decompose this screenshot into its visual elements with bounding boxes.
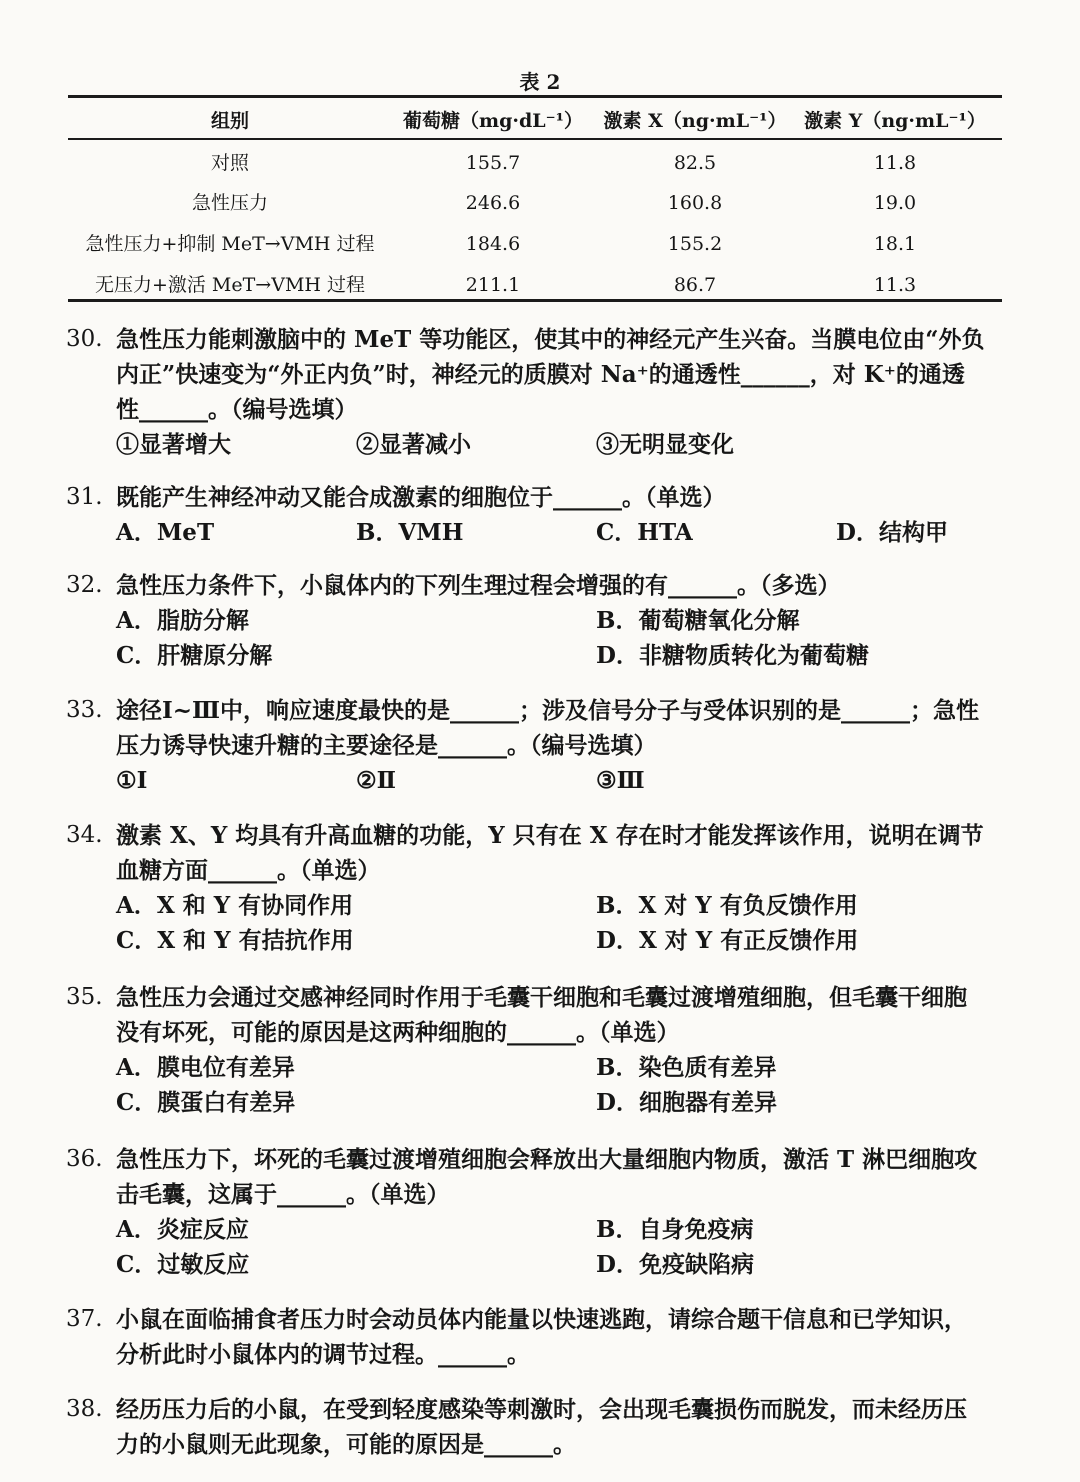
option: ②显著减小	[356, 431, 471, 458]
table-cell: 184.6	[465, 233, 521, 255]
question-text	[116, 1392, 1010, 1462]
table-cell: 18.1	[873, 233, 917, 255]
option: B．葡萄糖氧化分解	[596, 607, 800, 634]
table-cell: 160.8	[667, 192, 723, 214]
table-header-cell: 葡萄糖（mg·dL⁻¹）	[403, 110, 583, 132]
option: ③无明显变化	[596, 431, 734, 458]
table-cell: 11.3	[873, 274, 917, 296]
table-row	[68, 188, 1002, 218]
table-cell: 11.8	[873, 152, 917, 174]
question-number: 34.	[66, 822, 103, 848]
option: B．染色质有差异	[596, 1054, 777, 1081]
question-number: 37.	[66, 1306, 103, 1332]
question-line: 压力诱导快速升糖的主要途径是______。（编号选填）	[116, 732, 657, 759]
question-number: 35.	[66, 984, 103, 1010]
question-32	[66, 568, 1010, 673]
table-row	[68, 270, 1002, 300]
question-line: 力的小鼠则无此现象，可能的原因是______。	[116, 1431, 576, 1458]
option: A．MeT	[116, 519, 215, 546]
table-cell: 246.6	[465, 192, 521, 214]
table-row	[68, 229, 1002, 259]
question-31	[66, 480, 1010, 550]
table-cell: 155.7	[465, 152, 521, 174]
option-row	[116, 515, 1010, 550]
question-33	[66, 693, 1010, 798]
option: B．X 对 Y 有负反馈作用	[596, 892, 858, 919]
option: ①Ⅰ	[116, 767, 148, 794]
question-text	[116, 480, 1010, 515]
option: A．膜电位有差异	[116, 1054, 295, 1081]
option: C．X 和 Y 有拮抗作用	[116, 927, 354, 954]
question-line: 经历压力后的小鼠，在受到轻度感染等刺激时，会出现毛囊损伤而脱发，而未经历压	[116, 1396, 967, 1423]
question-line: 性______。（编号选填）	[116, 396, 358, 423]
question-34	[66, 818, 1010, 958]
option: A．炎症反应	[116, 1216, 249, 1243]
question-text	[116, 693, 1010, 763]
option-row	[116, 1050, 1010, 1085]
question-line: 急性压力下，坏死的毛囊过渡增殖细胞会释放出大量细胞内物质，激活 T 淋巴细胞攻	[116, 1146, 978, 1173]
option-row	[116, 1085, 1010, 1120]
question-38	[66, 1392, 1010, 1462]
question-line: 小鼠在面临捕食者压力时会动员体内能量以快速逃跑，请综合题干信息和已学知识，	[116, 1306, 967, 1333]
table-cell: 对照	[210, 152, 250, 174]
question-line: 分析此时小鼠体内的调节过程。______。	[116, 1341, 530, 1368]
option: D．非糖物质转化为葡萄糖	[596, 642, 869, 669]
question-line: 既能产生神经冲动又能合成激素的细胞位于______。（单选）	[116, 484, 726, 511]
option-row	[116, 603, 1010, 638]
table-header-cell: 激素 X（ng·mL⁻¹）	[603, 110, 787, 132]
question-number: 36.	[66, 1146, 103, 1172]
table-cell: 急性压力+抑制 MeT→VMH 过程	[85, 233, 375, 255]
question-line: 血糖方面______。（单选）	[116, 857, 381, 884]
option: D．结构甲	[836, 519, 948, 546]
option: B．自身免疫病	[596, 1216, 754, 1243]
option: ②Ⅱ	[356, 767, 397, 794]
table-cell: 155.2	[667, 233, 723, 255]
option: A．脂肪分解	[116, 607, 249, 634]
table-cell: 急性压力	[191, 192, 269, 214]
table-header-row	[68, 106, 1002, 136]
table-row	[68, 148, 1002, 178]
option: D．免疫缺陷病	[596, 1251, 754, 1278]
question-line: 没有坏死，可能的原因是这两种细胞的______。（单选）	[116, 1019, 680, 1046]
question-35	[66, 980, 1010, 1120]
option: A．X 和 Y 有协同作用	[116, 892, 354, 919]
table-top-rule	[68, 95, 1002, 98]
option: C．HTA	[596, 519, 693, 546]
question-number: 33.	[66, 697, 103, 723]
question-number: 30.	[66, 326, 103, 352]
question-line: 急性压力条件下，小鼠体内的下列生理过程会增强的有______。（多选）	[116, 572, 841, 599]
option-row	[116, 638, 1010, 673]
option-row	[116, 1247, 1010, 1282]
option-row	[116, 427, 1010, 462]
table-cell: 86.7	[673, 274, 717, 296]
table-caption: 表 2	[519, 70, 561, 94]
question-text	[116, 818, 1010, 888]
table-cell: 82.5	[673, 152, 717, 174]
option-row	[116, 1212, 1010, 1247]
option-row	[116, 763, 1010, 798]
question-36	[66, 1142, 1010, 1282]
option: B．VMH	[356, 519, 464, 546]
question-line: 击毛囊，这属于______。（单选）	[116, 1181, 450, 1208]
question-line: 急性压力能刺激脑中的 MeT 等功能区，使其中的神经元产生兴奋。当膜电位由“外负	[116, 326, 985, 353]
option: ③Ⅲ	[596, 767, 645, 794]
table-header-rule	[68, 138, 1002, 140]
question-30	[66, 322, 1010, 462]
table-cell: 211.1	[465, 274, 521, 296]
question-37	[66, 1302, 1010, 1372]
table-header-cell: 组别	[210, 110, 250, 132]
table-cell: 无压力+激活 MeT→VMH 过程	[94, 274, 366, 296]
table-header-cell: 激素 Y（ng·mL⁻¹）	[804, 110, 986, 132]
question-number: 31.	[66, 484, 103, 510]
question-text	[116, 980, 1010, 1050]
option-row	[116, 923, 1010, 958]
option: C．肝糖原分解	[116, 642, 273, 669]
option: C．膜蛋白有差异	[116, 1089, 296, 1116]
question-line: 急性压力会通过交感神经同时作用于毛囊干细胞和毛囊过渡增殖细胞，但毛囊干细胞	[116, 984, 967, 1011]
question-number: 32.	[66, 572, 103, 598]
question-line: 途径Ⅰ~Ⅲ中，响应速度最快的是______；涉及信号分子与受体识别的是______；急性	[116, 697, 980, 724]
option: C．过敏反应	[116, 1251, 250, 1278]
question-text	[116, 1142, 1010, 1212]
question-text	[116, 1302, 1010, 1372]
table-cell: 19.0	[873, 192, 917, 214]
question-number: 38.	[66, 1396, 103, 1422]
question-text	[116, 568, 1010, 603]
option-row	[116, 888, 1010, 923]
option: ①显著增大	[116, 431, 231, 458]
question-line: 激素 X、Y 均具有升高血糖的功能，Y 只有在 X 存在时才能发挥该作用，说明在调节	[116, 822, 984, 849]
question-line: 内正”快速变为“外正内负”时，神经元的质膜对 Na⁺的通透性______，对 K⁺的通透	[116, 361, 965, 388]
option: D．细胞器有差异	[596, 1089, 777, 1116]
option: D．X 对 Y 有正反馈作用	[596, 927, 859, 954]
question-text	[116, 322, 1010, 427]
